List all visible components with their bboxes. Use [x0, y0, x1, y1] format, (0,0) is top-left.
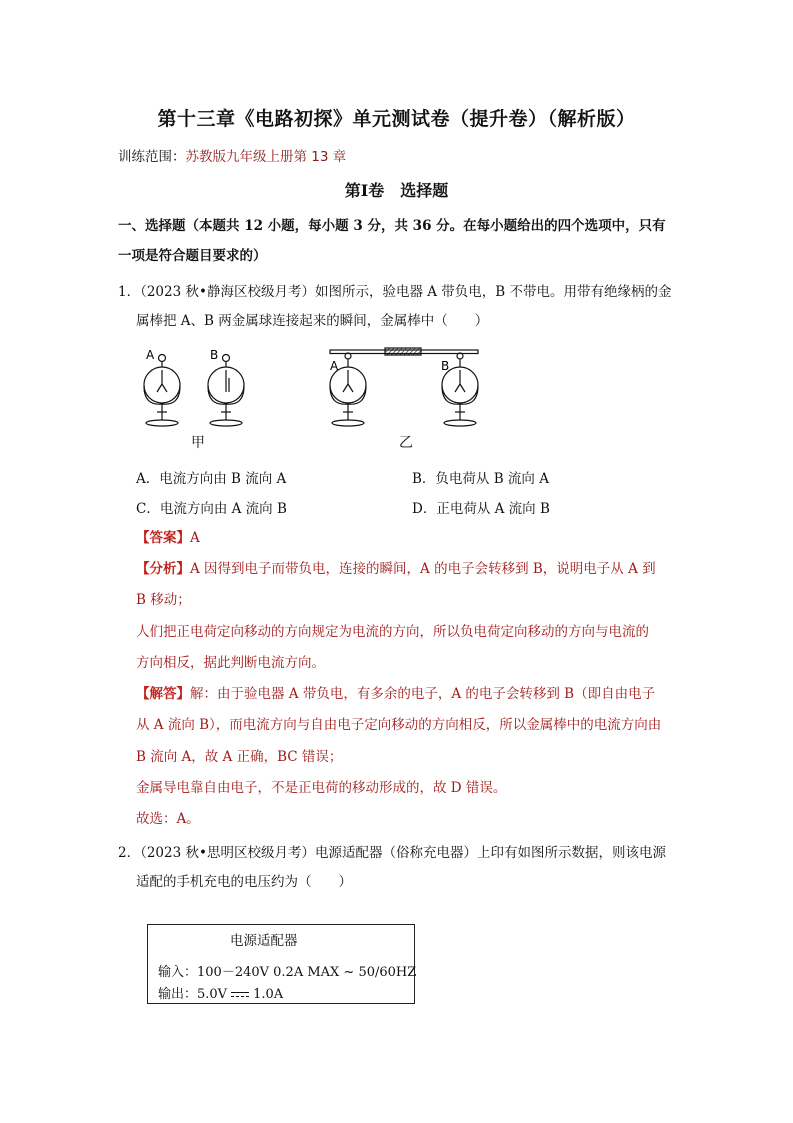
caption-jia: 甲: [191, 435, 205, 451]
adapter-output-current: 1.0A: [253, 987, 284, 1002]
electroscope-diagram: [130, 340, 490, 455]
label-a-left: A: [146, 348, 155, 362]
analysis-text-1: A 因得到电子而带负电，连接的瞬间，A 的电子会转移到 B，说明电子从 A 到: [190, 561, 656, 577]
electroscope-a-left: [144, 355, 180, 427]
q1-solution-line2: 从 A 流向 B），而电流方向与自由电子定向移动的方向相反，所以金属棒中的电流方向由: [136, 717, 662, 733]
section-heading: [0, 178, 793, 201]
answer-tag: 【答案】: [136, 530, 190, 546]
electroscope-b-left: [208, 355, 244, 427]
analysis-tag: 【分析】: [136, 561, 190, 577]
range-label: 训练范围：: [118, 149, 186, 165]
adapter-input: 输入：100－240V 0.2A MAX ~ 50/60HZ: [158, 965, 417, 980]
q1-analysis-line1: [136, 559, 656, 579]
adapter-output: [158, 983, 283, 1002]
answer-value: A: [190, 530, 200, 546]
adapter-output-label: 输出：5.0V: [158, 987, 228, 1002]
q1-solution-line1: [136, 684, 655, 704]
instructions-line2: 一项是符合题目要求的）: [118, 248, 267, 264]
instructions-line1: 一、选择题（本题共 12 小题，每小题 3 分，共 36 分。在每小题给出的四个选项中，只有: [118, 218, 666, 234]
label-b-right: B: [441, 359, 450, 373]
q1-analysis-line4: 方向相反，据此判断电流方向。: [136, 655, 325, 671]
q1-option-a: A．电流方向由 B 流向 A: [136, 471, 287, 487]
q1-solution-line3: B 流向 A，故 A 正确，BC 错误；: [136, 749, 343, 765]
solution-text-1: 解：由于验电器 A 带负电，有多余的电子，A 的电子会转移到 B（即自由电子: [190, 686, 656, 702]
q1-answer: [136, 528, 200, 548]
q1-solution-line4: 金属导电靠自由电子，不是正电荷的移动形成的，故 D 错误。: [136, 780, 507, 796]
q1-stem-line1: 1．（2023 秋•静海区校级月考）如图所示，验电器 A 带负电，B 不带电。用带有绝缘柄的金: [118, 284, 672, 300]
q1-analysis-line2: B 移动；: [136, 592, 191, 608]
q1-analysis-line3: 人们把正电荷定向移动的方向规定为电流的方向，所以负电荷定向移动的方向与电流的: [136, 624, 649, 640]
q2-stem-line1: 2．（2023 秋•思明区校级月考）电源适配器（俗称充电器）上印有如图所示数据，则该电源: [118, 845, 666, 861]
q1-option-c: C．电流方向由 A 流向 B: [136, 501, 287, 517]
adapter-label-box: [147, 924, 415, 1004]
q1-option-b: B．负电荷从 B 流向 A: [412, 471, 549, 487]
solution-tag: 【解答】: [136, 686, 190, 702]
q1-stem-line2: 属棒把 A、B 两金属球连接起来的瞬间，金属棒中（ ）: [136, 313, 489, 329]
label-a-right: A: [330, 359, 339, 373]
dc-symbol-icon: [231, 991, 249, 998]
section-part2: 选择题: [400, 181, 449, 200]
adapter-title: 电源适配器: [230, 933, 298, 949]
caption-yi: 乙: [399, 435, 413, 451]
training-range: [118, 145, 346, 165]
electroscope-figure: [130, 340, 490, 455]
q1-option-d: D．正电荷从 A 流向 B: [412, 501, 550, 517]
document-title: 第十三章《电路初探》单元测试卷（提升卷）（解析版）: [157, 108, 636, 130]
range-value: 苏教版九年级上册第 13 章: [185, 149, 347, 165]
section-part1: 第Ⅰ卷: [344, 181, 385, 200]
q1-choice: 故选：A。: [136, 811, 200, 827]
q2-stem-line2: 适配的手机充电的电压约为（ ）: [136, 874, 352, 890]
label-b-left: B: [210, 348, 219, 362]
metal-rod: [330, 348, 478, 355]
